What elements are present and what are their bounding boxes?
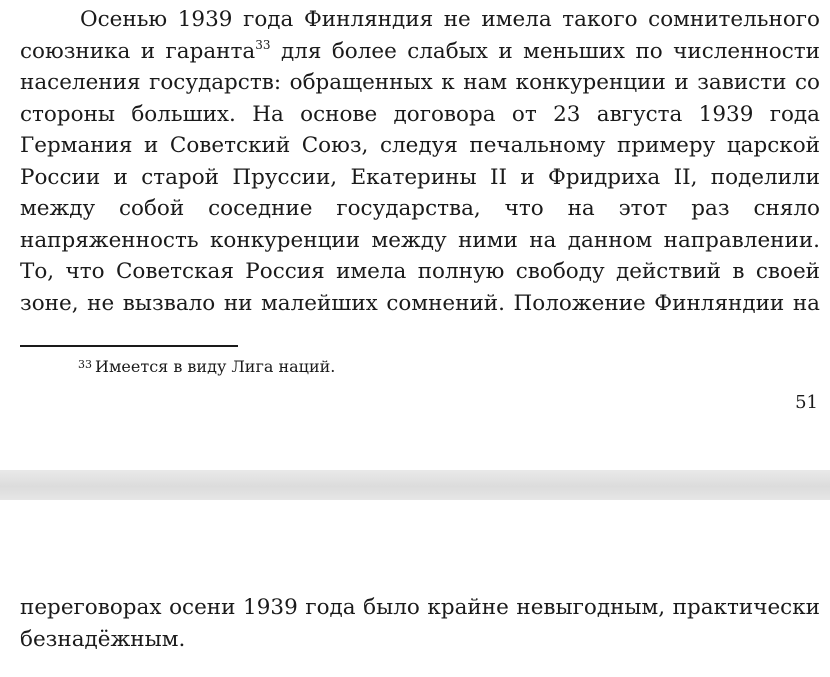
- text-line: переговорах осени 1939 года было крайне невыгодным, практически: [20, 595, 820, 620]
- footnote-reference[interactable]: 33: [255, 37, 271, 52]
- footnote-divider: [20, 345, 238, 347]
- footnote-number: 33: [78, 358, 92, 371]
- text-line: стороны больших. На основе договора от 23 августа 1939 года: [20, 101, 820, 127]
- text-line: Осенью 1939 года Финляндия не имела такого сомнительного: [80, 7, 820, 32]
- footnote: [78, 357, 335, 377]
- footnote-text: Имеется в виду Лига наций.: [95, 357, 336, 376]
- text-fragment: для более слабых и меньших по численности: [270, 38, 820, 64]
- text-line: напряженность конкуренции между ними на данном направлении.: [20, 227, 820, 253]
- text-line: Германия и Советский Союз, следуя печальному примеру царской: [20, 133, 820, 158]
- text-line: зоне, не вызвало ни малейших сомнений. Положение Финляндии на: [20, 290, 820, 316]
- text-line: между собой соседние государства, что на этот раз сняло: [20, 196, 820, 221]
- text-line: То, что Советская Россия имела полную свободу действий в своей: [20, 259, 820, 284]
- text-line: России и старой Пруссии, Екатерины II и Фридриха II, поделили: [20, 164, 820, 190]
- text-line: безнадёжным.: [20, 626, 186, 652]
- page-separator: [0, 470, 830, 500]
- text-line: населения государств: обращенных к нам конкуренции и зависти со: [20, 70, 820, 95]
- continued-paragraph: [20, 592, 820, 655]
- main-paragraph: [20, 4, 820, 319]
- page-number: 51: [795, 392, 818, 413]
- text-line-with-footnote: [20, 36, 820, 68]
- text-fragment: союзника и гаранта: [20, 38, 256, 64]
